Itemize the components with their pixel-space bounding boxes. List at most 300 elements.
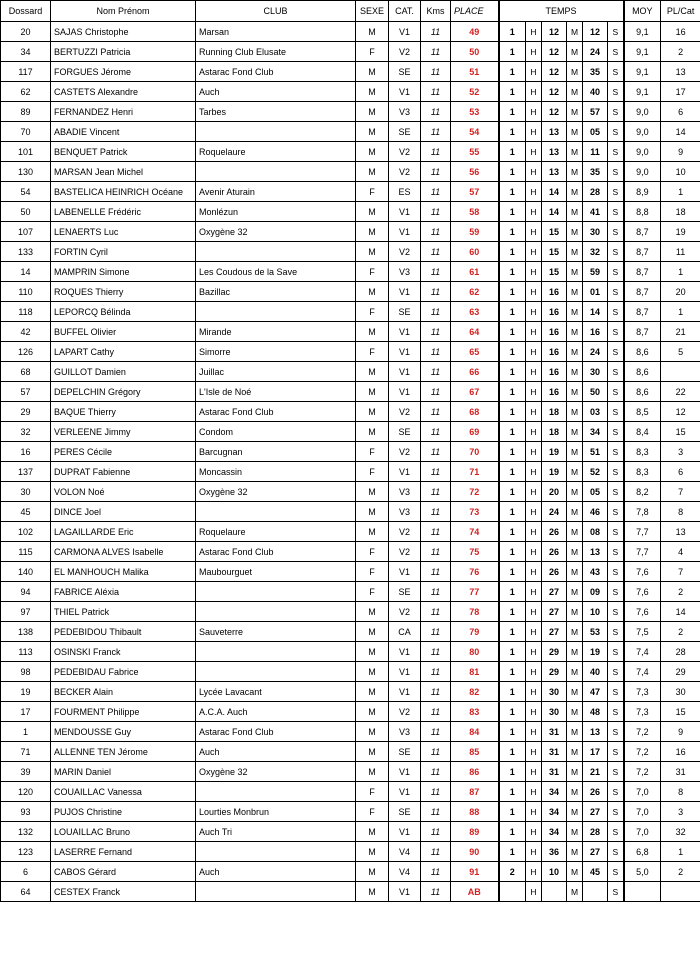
cell-hours: 1 — [499, 242, 526, 262]
cell-dossard: 93 — [1, 802, 51, 822]
cell-plcat: 8 — [661, 502, 700, 522]
cell-dossard: 71 — [1, 742, 51, 762]
cell-club: Bazillac — [196, 282, 356, 302]
cell-unit-h: H — [526, 202, 542, 222]
cell-place: 60 — [451, 242, 499, 262]
cell-dossard: 14 — [1, 262, 51, 282]
cell-plcat: 8 — [661, 782, 700, 802]
cell-unit-h: H — [526, 822, 542, 842]
cell-unit-s: S — [608, 342, 624, 362]
cell-club: Simorre — [196, 342, 356, 362]
cell-cat: V3 — [389, 482, 421, 502]
cell-cat: V4 — [389, 862, 421, 882]
cell-kms: 11 — [421, 822, 451, 842]
cell-seconds: 10 — [583, 602, 608, 622]
table-row — [1, 662, 700, 682]
cell-unit-m: M — [567, 702, 583, 722]
cell-unit-m: M — [567, 642, 583, 662]
table-row — [1, 562, 700, 582]
cell-unit-h: H — [526, 642, 542, 662]
cell-seconds: 09 — [583, 582, 608, 602]
cell-seconds: 11 — [583, 142, 608, 162]
cell-club: Running Club Elusate — [196, 42, 356, 62]
cell-cat: V2 — [389, 402, 421, 422]
cell-cat: V1 — [389, 282, 421, 302]
cell-seconds: 40 — [583, 82, 608, 102]
cell-sexe: F — [356, 782, 389, 802]
cell-seconds: 14 — [583, 302, 608, 322]
cell-hours: 1 — [499, 422, 526, 442]
cell-moy: 8,7 — [624, 262, 661, 282]
cell-plcat: 1 — [661, 842, 700, 862]
cell-dossard: 115 — [1, 542, 51, 562]
cell-seconds: 16 — [583, 322, 608, 342]
cell-hours: 1 — [499, 662, 526, 682]
cell-seconds: 30 — [583, 222, 608, 242]
cell-kms: 11 — [421, 82, 451, 102]
cell-unit-m: M — [567, 122, 583, 142]
cell-club: Auch Tri — [196, 822, 356, 842]
cell-club — [196, 882, 356, 902]
cell-club: Auch — [196, 82, 356, 102]
table-row — [1, 202, 700, 222]
cell-unit-h: H — [526, 162, 542, 182]
cell-plcat: 30 — [661, 682, 700, 702]
cell-unit-m: M — [567, 582, 583, 602]
cell-seconds: 03 — [583, 402, 608, 422]
cell-moy: 8,3 — [624, 442, 661, 462]
cell-plcat: 2 — [661, 42, 700, 62]
cell-place: 52 — [451, 82, 499, 102]
cell-sexe: M — [356, 702, 389, 722]
cell-unit-h: H — [526, 862, 542, 882]
cell-moy: 7,0 — [624, 782, 661, 802]
cell-unit-h: H — [526, 842, 542, 862]
table-row — [1, 462, 700, 482]
cell-minutes: 10 — [542, 862, 567, 882]
cell-unit-s: S — [608, 802, 624, 822]
cell-hours: 1 — [499, 282, 526, 302]
cell-cat: SE — [389, 582, 421, 602]
cell-unit-h: H — [526, 742, 542, 762]
table-row — [1, 182, 700, 202]
cell-seconds: 21 — [583, 762, 608, 782]
cell-club: Mirande — [196, 322, 356, 342]
cell-dossard: 29 — [1, 402, 51, 422]
cell-unit-m: M — [567, 542, 583, 562]
cell-minutes: 34 — [542, 782, 567, 802]
cell-cat: V2 — [389, 162, 421, 182]
cell-minutes: 31 — [542, 722, 567, 742]
table-row — [1, 782, 700, 802]
cell-kms: 11 — [421, 62, 451, 82]
cell-unit-h: H — [526, 702, 542, 722]
cell-hours: 1 — [499, 702, 526, 722]
cell-place: 78 — [451, 602, 499, 622]
cell-kms: 11 — [421, 362, 451, 382]
cell-plcat: 2 — [661, 622, 700, 642]
cell-seconds: 28 — [583, 182, 608, 202]
cell-nom: MARIN Daniel — [51, 762, 196, 782]
cell-dossard: 89 — [1, 102, 51, 122]
table-row — [1, 322, 700, 342]
cell-plcat — [661, 882, 700, 902]
cell-minutes: 12 — [542, 62, 567, 82]
cell-dossard: 138 — [1, 622, 51, 642]
cell-seconds: 32 — [583, 242, 608, 262]
cell-hours: 1 — [499, 442, 526, 462]
cell-moy — [624, 882, 661, 902]
cell-unit-m: M — [567, 562, 583, 582]
cell-cat: V1 — [389, 462, 421, 482]
cell-moy: 9,0 — [624, 122, 661, 142]
cell-place: 75 — [451, 542, 499, 562]
cell-cat: V1 — [389, 22, 421, 42]
cell-club: Condom — [196, 422, 356, 442]
cell-dossard: 123 — [1, 842, 51, 862]
header-club: CLUB — [196, 1, 356, 22]
cell-minutes: 16 — [542, 302, 567, 322]
table-row — [1, 302, 700, 322]
cell-club — [196, 122, 356, 142]
cell-cat: V2 — [389, 142, 421, 162]
cell-kms: 11 — [421, 462, 451, 482]
cell-moy: 7,5 — [624, 622, 661, 642]
cell-plcat: 1 — [661, 262, 700, 282]
cell-moy: 7,4 — [624, 642, 661, 662]
table-row — [1, 22, 700, 42]
cell-kms: 11 — [421, 562, 451, 582]
cell-unit-m: M — [567, 382, 583, 402]
cell-unit-s: S — [608, 462, 624, 482]
cell-minutes: 19 — [542, 442, 567, 462]
cell-cat: V1 — [389, 202, 421, 222]
cell-plcat: 4 — [661, 542, 700, 562]
cell-dossard: 17 — [1, 702, 51, 722]
cell-hours: 1 — [499, 42, 526, 62]
cell-moy: 8,5 — [624, 402, 661, 422]
cell-club: Lourties Monbrun — [196, 802, 356, 822]
cell-sexe: F — [356, 542, 389, 562]
cell-place: 76 — [451, 562, 499, 582]
cell-moy: 7,2 — [624, 722, 661, 742]
cell-kms: 11 — [421, 702, 451, 722]
cell-sexe: M — [356, 22, 389, 42]
cell-unit-s: S — [608, 742, 624, 762]
cell-unit-m: M — [567, 682, 583, 702]
cell-unit-m: M — [567, 242, 583, 262]
cell-minutes: 16 — [542, 282, 567, 302]
cell-nom: LEPORCQ Bélinda — [51, 302, 196, 322]
cell-dossard: 42 — [1, 322, 51, 342]
table-row — [1, 282, 700, 302]
table-row — [1, 482, 700, 502]
cell-sexe: M — [356, 842, 389, 862]
cell-plcat: 12 — [661, 402, 700, 422]
cell-kms: 11 — [421, 542, 451, 562]
cell-seconds: 53 — [583, 622, 608, 642]
cell-cat: V1 — [389, 642, 421, 662]
cell-unit-s: S — [608, 502, 624, 522]
cell-club: Auch — [196, 862, 356, 882]
cell-hours: 1 — [499, 722, 526, 742]
cell-unit-m: M — [567, 282, 583, 302]
cell-nom: LABENELLE Frédéric — [51, 202, 196, 222]
table-row — [1, 842, 700, 862]
cell-unit-h: H — [526, 142, 542, 162]
cell-minutes: 29 — [542, 642, 567, 662]
cell-nom: CESTEX Franck — [51, 882, 196, 902]
header-sexe: SEXE — [356, 1, 389, 22]
cell-moy: 8,7 — [624, 222, 661, 242]
cell-dossard: 19 — [1, 682, 51, 702]
cell-cat: V1 — [389, 682, 421, 702]
table-row — [1, 762, 700, 782]
cell-unit-m: M — [567, 222, 583, 242]
cell-sexe: M — [356, 602, 389, 622]
cell-seconds: 08 — [583, 522, 608, 542]
cell-minutes: 26 — [542, 562, 567, 582]
cell-moy: 7,2 — [624, 762, 661, 782]
cell-nom: COUAILLAC Vanessa — [51, 782, 196, 802]
table-row — [1, 262, 700, 282]
cell-dossard: 39 — [1, 762, 51, 782]
cell-plcat: 9 — [661, 722, 700, 742]
header-nom: Nom Prénom — [51, 1, 196, 22]
cell-unit-h: H — [526, 802, 542, 822]
cell-place: 58 — [451, 202, 499, 222]
cell-kms: 11 — [421, 842, 451, 862]
cell-club — [196, 582, 356, 602]
cell-unit-m: M — [567, 882, 583, 902]
cell-minutes: 34 — [542, 802, 567, 822]
cell-moy: 9,0 — [624, 142, 661, 162]
cell-kms: 11 — [421, 302, 451, 322]
cell-place: 53 — [451, 102, 499, 122]
cell-dossard: 68 — [1, 362, 51, 382]
cell-unit-h: H — [526, 502, 542, 522]
cell-club: Auch — [196, 742, 356, 762]
cell-kms: 11 — [421, 802, 451, 822]
cell-sexe: F — [356, 182, 389, 202]
cell-place: 67 — [451, 382, 499, 402]
cell-cat: V1 — [389, 822, 421, 842]
cell-cat: V3 — [389, 722, 421, 742]
cell-cat: V2 — [389, 442, 421, 462]
cell-dossard: 118 — [1, 302, 51, 322]
cell-seconds: 35 — [583, 162, 608, 182]
cell-dossard: 30 — [1, 482, 51, 502]
cell-minutes: 13 — [542, 162, 567, 182]
cell-moy: 8,3 — [624, 462, 661, 482]
cell-sexe: M — [356, 882, 389, 902]
cell-kms: 11 — [421, 782, 451, 802]
cell-cat: SE — [389, 122, 421, 142]
cell-kms: 11 — [421, 142, 451, 162]
cell-moy: 7,3 — [624, 682, 661, 702]
cell-unit-m: M — [567, 62, 583, 82]
cell-unit-m: M — [567, 402, 583, 422]
cell-unit-h: H — [526, 122, 542, 142]
cell-moy: 8,6 — [624, 382, 661, 402]
cell-unit-s: S — [608, 102, 624, 122]
table-row — [1, 622, 700, 642]
cell-club: Tarbes — [196, 102, 356, 122]
cell-sexe: F — [356, 42, 389, 62]
table-row — [1, 502, 700, 522]
cell-place: 82 — [451, 682, 499, 702]
cell-unit-s: S — [608, 482, 624, 502]
cell-place: 50 — [451, 42, 499, 62]
cell-hours: 1 — [499, 642, 526, 662]
cell-club — [196, 502, 356, 522]
cell-unit-s: S — [608, 662, 624, 682]
cell-place: 54 — [451, 122, 499, 142]
cell-dossard: 45 — [1, 502, 51, 522]
cell-unit-s: S — [608, 702, 624, 722]
cell-seconds: 17 — [583, 742, 608, 762]
cell-unit-s: S — [608, 862, 624, 882]
cell-unit-s: S — [608, 722, 624, 742]
header-moy: MOY — [624, 1, 661, 22]
cell-unit-s: S — [608, 182, 624, 202]
cell-sexe: M — [356, 522, 389, 542]
cell-hours: 1 — [499, 742, 526, 762]
cell-club: Oxygène 32 — [196, 482, 356, 502]
cell-sexe: M — [356, 682, 389, 702]
cell-minutes: 30 — [542, 682, 567, 702]
cell-seconds: 12 — [583, 22, 608, 42]
cell-minutes: 36 — [542, 842, 567, 862]
cell-unit-h: H — [526, 362, 542, 382]
cell-minutes: 27 — [542, 582, 567, 602]
cell-plcat: 13 — [661, 62, 700, 82]
cell-unit-s: S — [608, 562, 624, 582]
cell-seconds: 27 — [583, 802, 608, 822]
cell-hours: 1 — [499, 622, 526, 642]
cell-unit-m: M — [567, 302, 583, 322]
cell-cat: V3 — [389, 262, 421, 282]
cell-dossard: 32 — [1, 422, 51, 442]
cell-place: 73 — [451, 502, 499, 522]
cell-cat: ES — [389, 182, 421, 202]
cell-hours: 1 — [499, 62, 526, 82]
cell-nom: LAGAILLARDE Eric — [51, 522, 196, 542]
cell-unit-h: H — [526, 102, 542, 122]
cell-unit-s: S — [608, 642, 624, 662]
cell-unit-h: H — [526, 342, 542, 362]
cell-seconds: 47 — [583, 682, 608, 702]
cell-kms: 11 — [421, 482, 451, 502]
cell-plcat: 3 — [661, 802, 700, 822]
cell-sexe: M — [356, 742, 389, 762]
cell-nom: LAPART Cathy — [51, 342, 196, 362]
table-row — [1, 162, 700, 182]
cell-cat: V4 — [389, 842, 421, 862]
cell-hours: 1 — [499, 402, 526, 422]
cell-nom: CABOS Gérard — [51, 862, 196, 882]
cell-club: Les Coudous de la Save — [196, 262, 356, 282]
cell-hours: 1 — [499, 542, 526, 562]
cell-plcat: 14 — [661, 122, 700, 142]
cell-kms: 11 — [421, 622, 451, 642]
cell-hours: 1 — [499, 502, 526, 522]
cell-hours — [499, 882, 526, 902]
cell-place: 80 — [451, 642, 499, 662]
table-row — [1, 82, 700, 102]
cell-unit-h: H — [526, 482, 542, 502]
cell-minutes: 34 — [542, 822, 567, 842]
cell-unit-s: S — [608, 122, 624, 142]
cell-minutes: 15 — [542, 222, 567, 242]
cell-seconds: 50 — [583, 382, 608, 402]
cell-minutes: 16 — [542, 342, 567, 362]
table-row — [1, 882, 700, 902]
cell-kms: 11 — [421, 282, 451, 302]
cell-minutes: 27 — [542, 602, 567, 622]
cell-dossard: 57 — [1, 382, 51, 402]
cell-moy: 7,0 — [624, 822, 661, 842]
cell-unit-s: S — [608, 822, 624, 842]
cell-dossard: 62 — [1, 82, 51, 102]
cell-plcat: 20 — [661, 282, 700, 302]
cell-unit-s: S — [608, 82, 624, 102]
cell-club — [196, 782, 356, 802]
cell-unit-h: H — [526, 562, 542, 582]
cell-dossard: 16 — [1, 442, 51, 462]
cell-sexe: M — [356, 482, 389, 502]
table-row — [1, 682, 700, 702]
cell-unit-h: H — [526, 222, 542, 242]
cell-kms: 11 — [421, 502, 451, 522]
cell-minutes: 31 — [542, 742, 567, 762]
cell-unit-m: M — [567, 362, 583, 382]
cell-minutes — [542, 882, 567, 902]
cell-cat: V1 — [389, 222, 421, 242]
cell-plcat: 7 — [661, 482, 700, 502]
cell-seconds: 45 — [583, 862, 608, 882]
cell-sexe: F — [356, 442, 389, 462]
cell-minutes: 16 — [542, 382, 567, 402]
cell-kms: 11 — [421, 222, 451, 242]
cell-unit-h: H — [526, 182, 542, 202]
cell-club — [196, 242, 356, 262]
cell-kms: 11 — [421, 582, 451, 602]
cell-place: 74 — [451, 522, 499, 542]
cell-unit-s: S — [608, 222, 624, 242]
cell-sexe: M — [356, 142, 389, 162]
cell-kms: 11 — [421, 422, 451, 442]
cell-club: Oxygène 32 — [196, 762, 356, 782]
cell-seconds: 27 — [583, 842, 608, 862]
table-row — [1, 742, 700, 762]
cell-unit-h: H — [526, 662, 542, 682]
cell-unit-h: H — [526, 542, 542, 562]
cell-dossard: 110 — [1, 282, 51, 302]
cell-plcat: 5 — [661, 342, 700, 362]
cell-nom: MENDOUSSE Guy — [51, 722, 196, 742]
cell-unit-m: M — [567, 482, 583, 502]
cell-minutes: 16 — [542, 322, 567, 342]
header-row — [1, 1, 700, 22]
cell-seconds: 05 — [583, 482, 608, 502]
table-row — [1, 862, 700, 882]
cell-plcat: 11 — [661, 242, 700, 262]
cell-plcat: 1 — [661, 182, 700, 202]
cell-unit-m: M — [567, 802, 583, 822]
cell-unit-s: S — [608, 882, 624, 902]
cell-cat: V2 — [389, 242, 421, 262]
